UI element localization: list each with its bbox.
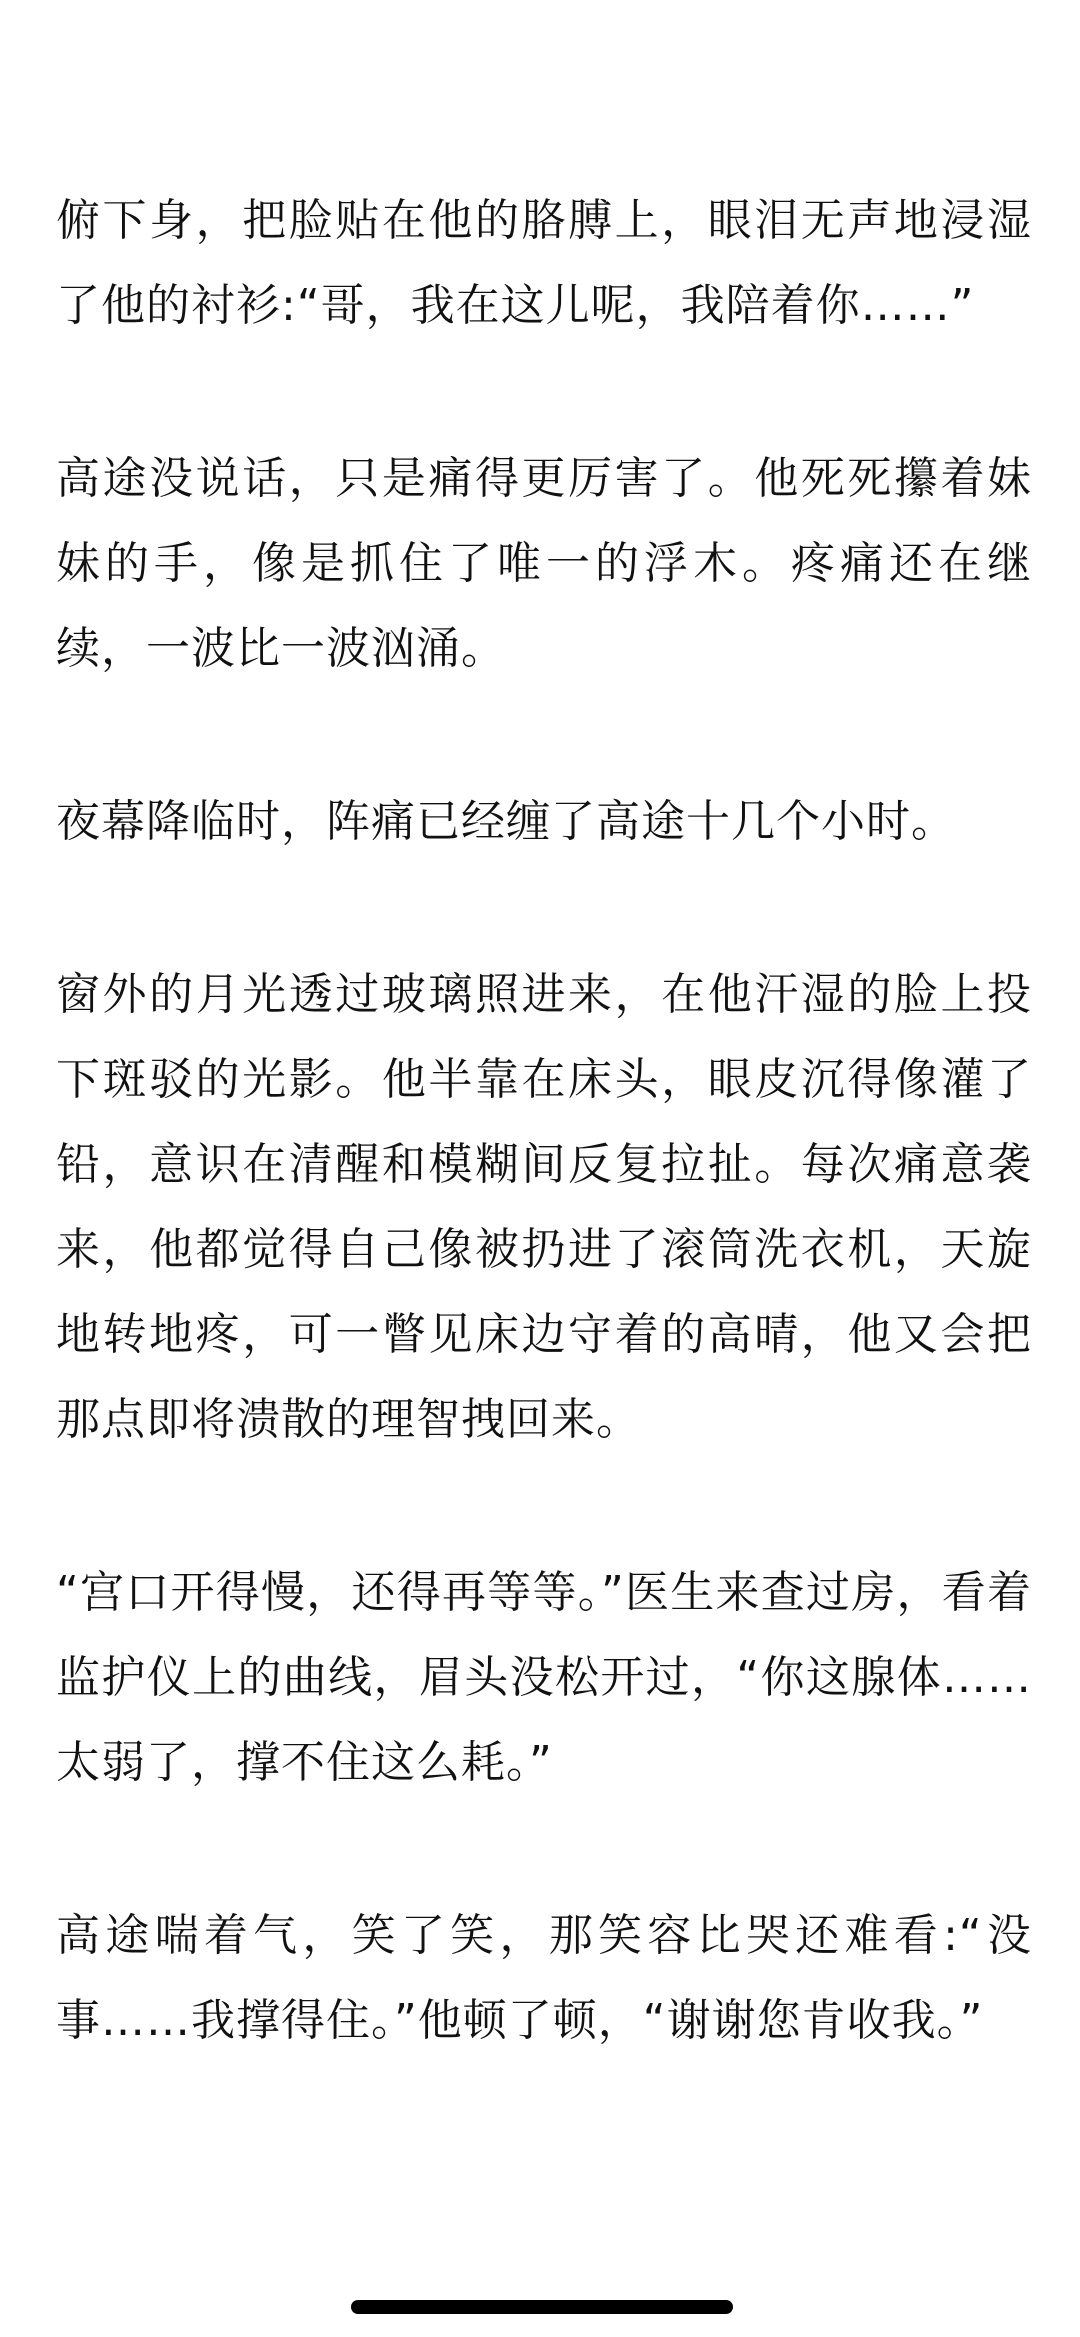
paragraph: 夜幕降临时，阵痛已经缠了高途十几个小时。	[56, 796, 956, 847]
paragraph: “宫口开得慢，还得再等等。”医生来查过房，看着监护仪上的曲线，眉头没松开过，“你这腺体……太弱了，撑不住这么耗。”	[56, 1567, 1032, 1788]
paragraph: 窗外的月光透过玻璃照进来，在他汗湿的脸上投下斑驳的光影。他半靠在床头，眼皮沉得像灌了铅，意识在清醒和模糊间反复拉扯。每次痛意袭来，他都觉得自己像被扔进了滚筒洗衣机，天旋地转地疼，可一瞥见床边守着的高晴，他又会把那点即将溃散的理智拽回来。	[56, 969, 1032, 1445]
paragraph: 高途没说话，只是痛得更厉害了。他死死攥着妹妹的手，像是抓住了唯一的浮木。疼痛还在继续，一波比一波汹涌。	[56, 453, 1032, 674]
reader-content	[56, 178, 1032, 2151]
paragraph: 高途喘着气，笑了笑，那笑容比哭还难看:“没事……我撑得住。”他顿了顿，“谢谢您肯收我。”	[56, 1910, 1032, 2046]
paragraph: 俯下身，把脸贴在他的胳膊上，眼泪无声地浸湿了他的衬衫:“哥，我在这儿呢，我陪着你……”	[56, 195, 1032, 331]
home-indicator[interactable]	[351, 2300, 733, 2314]
